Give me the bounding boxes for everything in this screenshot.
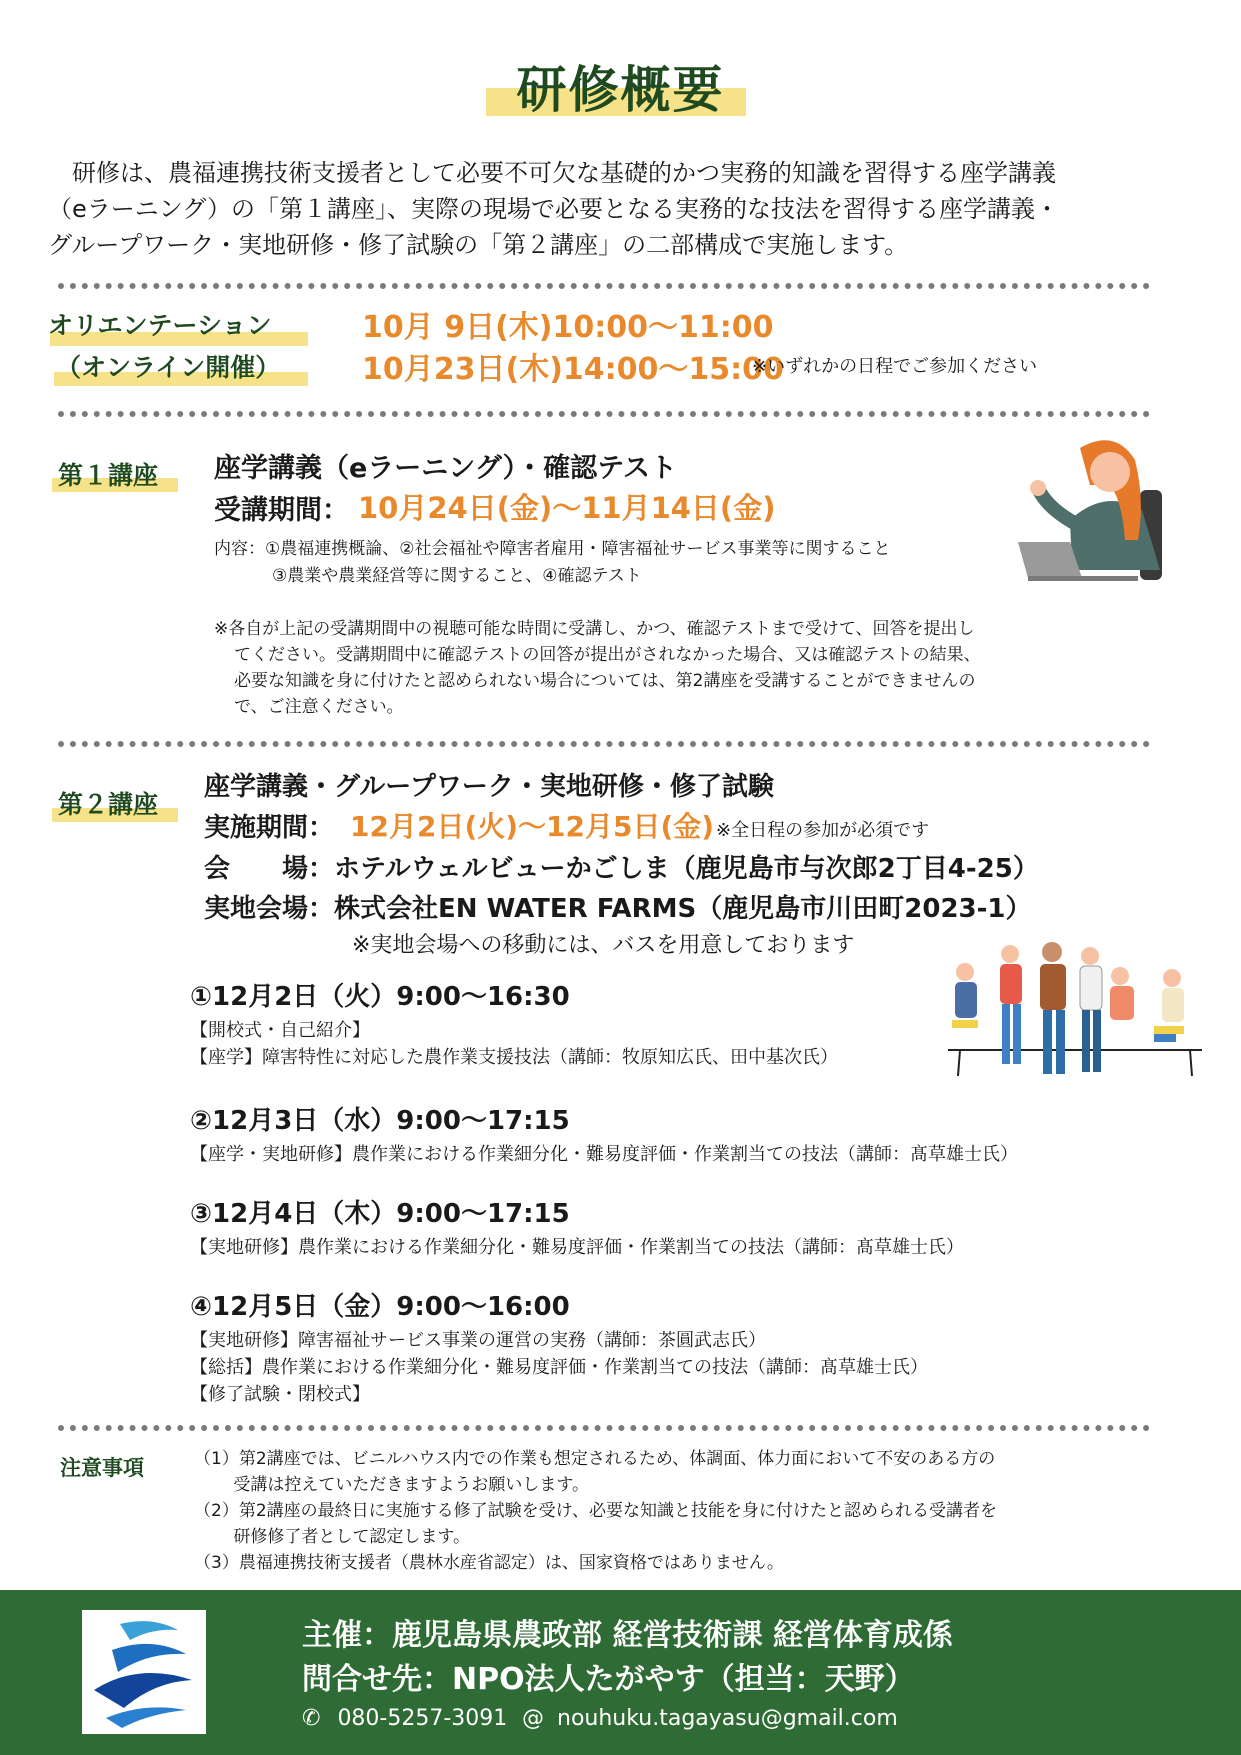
course2-bus-note: ※実地会場への移動には、バスを用意しております [352,933,855,958]
session-line: 【開校式・自己紹介】 [190,1020,370,1041]
course2-period-note: ※全日程の参加が必須です [716,820,930,841]
page-title: 研修概要 [516,61,725,119]
orientation-date-2: 10月23日(木)14:00～15:00 [362,352,784,387]
note-line: ※各自が上記の受講期間中の視聴可能な時間に受講し、かつ、確認テストまで受けて、回答を提出し [214,619,975,639]
footer-email[interactable]: nouhuku.tagayasu@gmail.com [557,1706,898,1731]
session-title: ④12月5日（金）9:00～16:00 [190,1292,570,1322]
session-3 [190,1193,1170,1261]
course1-heading: 座学講義（eラーニング）・確認テスト [214,453,678,484]
notes-label: 注意事項 [60,1456,144,1480]
wave-logo-icon [82,1610,206,1734]
session-1 [190,976,1150,1071]
course2-label: 第２講座 [58,790,159,819]
phone-icon: ✆ [302,1706,321,1731]
note-item: 研修修了者として認定します。 [194,1527,471,1547]
course2-heading: 座学講義・グループワーク・実地研修・修了試験 [204,772,774,802]
session-line: 【座学・実地研修】農作業における作業細分化・難易度評価・作業割当ての技法（講師：髙草雄士氏） [190,1144,1018,1165]
intro-line: （eラーニング）の「第１講座」、実際の現場で必要となる実務的な技法を習得する座学講義・ [48,195,1060,223]
course1-content: 内容：①農福連携概論、②社会福祉や障害者雇用・障害福祉サービス事業等に関すること [214,539,891,559]
email-icon: @ [522,1706,544,1731]
divider [58,1425,1150,1431]
note-line: で、ご注意ください。 [234,697,404,717]
session-line: 【実地研修】障害福祉サービス事業の運営の実務（講師：茶圓武志氏） [190,1330,766,1351]
course1-period: 10月24日(金)～11月14日(金) [358,491,776,525]
organization-logo [82,1610,206,1734]
divider [58,411,1150,417]
course1-label: 第１講座 [58,461,159,490]
intro-line: グループワーク・実地研修・修了試験の「第２講座」の二部構成で実施します。 [48,231,909,259]
course2-period: 12月2日(火)～12月5日(金) [350,810,715,843]
session-title: ③12月4日（木）9:00～17:15 [190,1199,570,1229]
intro-line: 研修は、農福連携技術支援者として必要不可欠な基礎的かつ実務的知識を習得する座学講義 [72,159,1056,187]
footer-email-row [522,1706,898,1731]
note-item: （2）第2講座の最終日に実施する修了試験を受け、必要な知識と技能を身に付けたと認められる受講者を [194,1501,997,1521]
footer-phone-row [302,1706,507,1731]
footer-contact: 問合せ先：NPO法人たがやす（担当：天野） [302,1662,915,1697]
session-2 [190,1100,1170,1168]
course2-field-venue: 実地会場：株式会社EN WATER FARMS（鹿児島市川田町2023-1） [204,894,1032,924]
orientation-note: ※いずれかの日程でご参加ください [752,356,1038,377]
course1-period-label: 受講期間： [214,495,349,526]
divider [58,283,1150,289]
divider [58,741,1150,747]
note-line: てください。受講期間中に確認テストの回答が提出がされなかった場合、又は確認テストの結果、 [234,645,981,665]
intro-text [48,155,1198,263]
note-line: 必要な知識を身に付けたと認められない場合については、第2講座を受講することができませんの [234,671,976,691]
orientation-date-1: 10月 9日(木)10:00～11:00 [362,310,774,345]
session-4 [190,1286,1170,1408]
note-item: （3）農福連携技術支援者（農林水産省認定）は、国家資格ではありません。 [194,1553,784,1573]
course1-content: ③農業や農業経営等に関すること、④確認テスト [272,566,642,586]
course2-venue: 会 場：ホテルウェルビューかごしま（鹿児島市与次郎2丁目4-25） [204,854,1039,884]
session-line: 【実地研修】農作業における作業細分化・難易度評価・作業割当ての技法（講師：髙草雄士氏） [190,1237,964,1258]
session-line: 【総括】農作業における作業細分化・難易度評価・作業割当ての技法（講師：髙草雄士氏） [190,1357,928,1378]
footer-phone[interactable]: 080-5257-3091 [337,1706,508,1731]
orientation-label: オリエンテーション [48,311,272,340]
woman-laptop-illustration [1010,430,1190,590]
session-line: 【修了試験・閉校式】 [190,1384,370,1405]
orientation-label-online: （オンライン開催） [56,353,281,382]
course1-notes [214,616,1114,720]
session-title: ①12月2日（火）9:00～16:30 [190,982,570,1012]
note-item: 受講は控えていただきますようお願いします。 [194,1475,590,1495]
notes-list [194,1446,1194,1576]
session-title: ②12月3日（水）9:00～17:15 [190,1106,570,1136]
session-line: 【座学】障害特性に対応した農作業支援技法（講師：牧原知広氏、田中基次氏） [190,1047,838,1068]
course2-period-label: 実施期間： [204,813,335,843]
note-item: （1）第2講座では、ビニルハウス内での作業も想定されるため、体調面、体力面において不安のある方の [194,1449,996,1469]
footer-organizer: 主催：鹿児島県農政部 経営技術課 経営体育成係 [302,1618,953,1653]
